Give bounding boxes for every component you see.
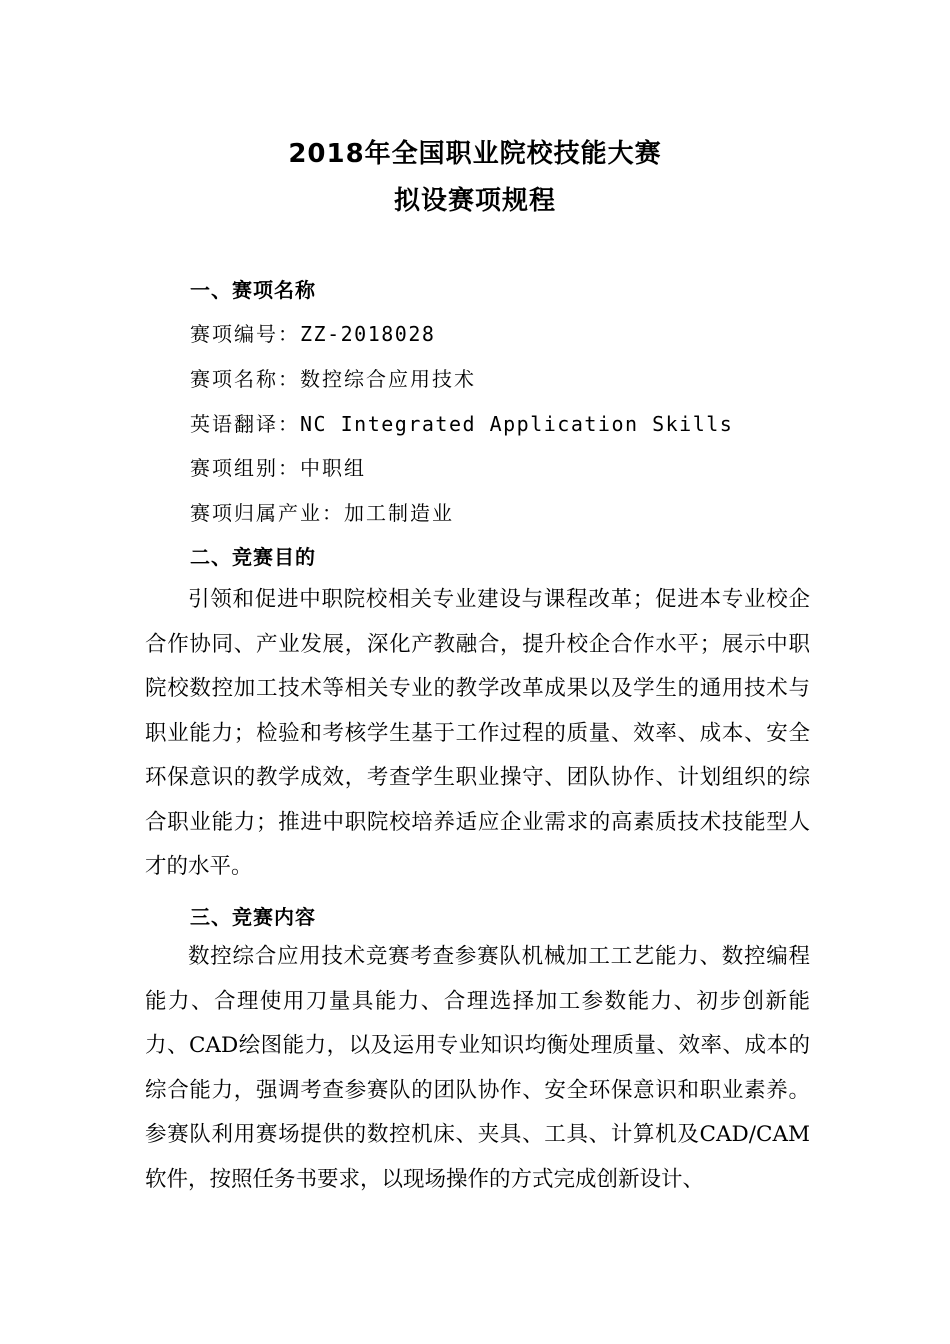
field-label: 赛项名称： (190, 367, 300, 391)
paragraph-purpose: 引领和促进中职院校相关专业建设与课程改革；促进本专业校企合作协同、产业发展，深化产教融合，提升校企合作水平；展示中职院校数控加工技术等相关专业的教学改革成果以及学生的通用技术与职业能力；检验和考核学生基于工作过程的质量、效率、成本、安全环保意识的教学成效，考查学生职业操守、团队协作、计划组织的综合职业能力；推进中职院校培养适应企业需求的高素质技术技能型人才的水平。 (145, 587, 810, 879)
paragraph-content: 数控综合应用技术竞赛考查参赛队机械加工工艺能力、数控编程能力、合理使用刀量具能力、合理选择加工参数能力、初步创新能力、CAD绘图能力，以及运用专业知识均衡处理质量、效率、成本的综合能力，强调考查参赛队的团队协作、安全环保意识和职业素养。参赛队利用赛场提供的数控机床、夹具、工具、计算机及CAD/CAM软件，按照任务书要求，以现场操作的方式完成创新设计、 (145, 944, 810, 1192)
field-value: 中职组 (300, 456, 366, 480)
field-industry (190, 497, 454, 526)
section-heading-event-name: 一、赛项名称 (190, 278, 316, 302)
field-event-code (190, 318, 435, 347)
field-value: NC Integrated Application Skills (300, 412, 734, 436)
document-title: 2018年全国职业院校技能大赛 (288, 139, 662, 169)
field-event-group (190, 452, 366, 481)
document-subtitle: 拟设赛项规程 (393, 186, 556, 216)
field-value: 加工制造业 (344, 501, 454, 525)
field-label: 赛项组别： (190, 456, 300, 480)
field-event-name (190, 363, 476, 392)
field-label: 赛项编号： (190, 322, 300, 346)
field-value: ZZ-2018028 (300, 322, 436, 346)
field-label: 赛项归属产业： (190, 501, 344, 525)
field-english-translation (190, 408, 733, 437)
field-label: 英语翻译： (190, 412, 300, 436)
field-value: 数控综合应用技术 (300, 367, 476, 391)
section-heading-purpose: 二、竞赛目的 (190, 545, 316, 569)
section-heading-content: 三、竞赛内容 (190, 905, 316, 929)
